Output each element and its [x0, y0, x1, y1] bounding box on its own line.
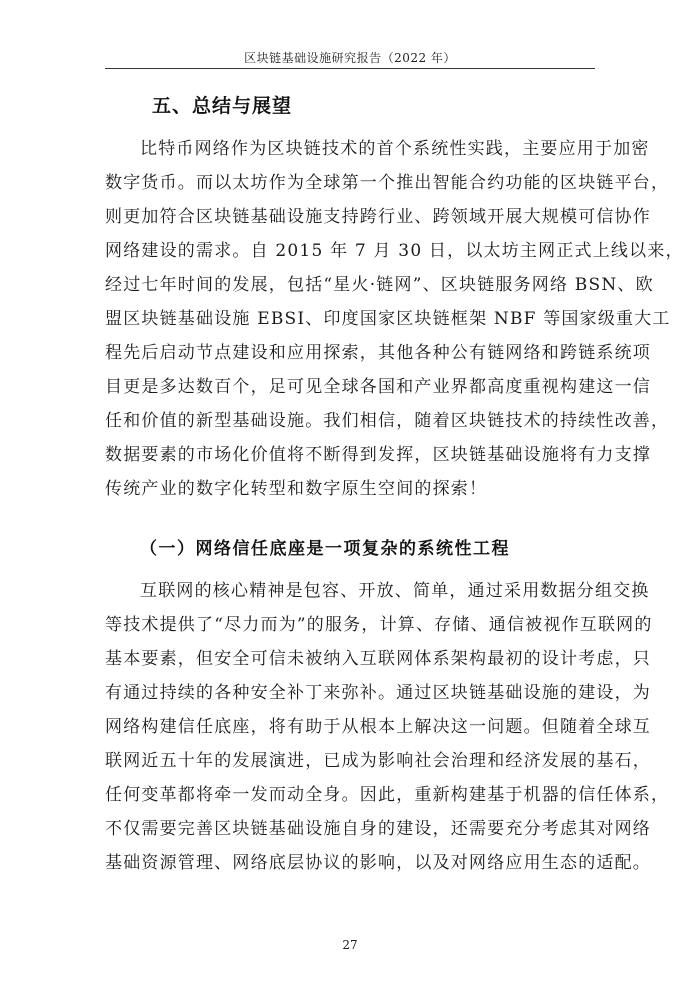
- header-divider: [105, 68, 595, 69]
- paragraph-line: 互联网的核心精神是包容、开放、简单，通过采用数据分组交换: [140, 581, 650, 601]
- paragraph-line: 经过七年时间的发展，包括“星火·链网”、区块链服务网络 BSN、欧: [105, 275, 654, 295]
- running-header: 区块链基础设施研究报告（2022 年）: [244, 51, 456, 65]
- paragraph-line: 联网近五十年的发展演进，已成为影响社会治理和经济发展的基石，: [105, 751, 651, 771]
- paragraph-line: 目更是多达数百个，足可见全球各国和产业界都高度重视构建这一信: [105, 377, 651, 397]
- subsection-paragraph: [105, 574, 670, 880]
- paragraph-line: 网络构建信任底座，将有助于从根本上解决这一问题。但随着全球互: [105, 717, 651, 737]
- section-paragraph: [105, 132, 684, 506]
- paragraph-line: 比特币网络作为区块链技术的首个系统性实践，主要应用于加密: [140, 139, 650, 159]
- paragraph-line: 网络建设的需求。自 2015 年 7 月 30 日，以太坊主网正式上线以来，: [105, 241, 684, 261]
- paragraph-line: 传统产业的数字化转型和数字原生空间的探索！: [105, 479, 488, 499]
- paragraph-line: 基础资源管理、网络底层协议的影响，以及对网络应用生态的适配。: [105, 853, 651, 873]
- page-number: 27: [342, 938, 358, 952]
- paragraph-line: 不仅需要完善区块链基础设施自身的建设，还需要充分考虑其对网络: [105, 819, 651, 839]
- paragraph-line: 则更加符合区块链基础设施支持跨行业、跨领域开展大规模可信协作: [105, 207, 651, 227]
- paragraph-line: 基本要素，但安全可信未被纳入互联网体系架构最初的设计考虑，只: [105, 649, 651, 669]
- paragraph-line: 盟区块链基础设施 EBSI、印度国家区块链框架 NBF 等国家级重大工: [105, 309, 671, 329]
- paragraph-line: 数字货币。而以太坊作为全球第一个推出智能合约功能的区块链平台，: [105, 173, 670, 193]
- paragraph-line: 任何变革都将牵一发而动全身。因此，重新构建基于机器的信任体系，: [105, 785, 670, 805]
- paragraph-line: 等技术提供了“尽力而为”的服务，计算、存储、通信被视作互联网的: [105, 615, 653, 635]
- subsection-title: （一）网络信任底座是一项复杂的系统性工程: [140, 539, 510, 559]
- section-title: 五、总结与展望: [152, 95, 293, 117]
- paragraph-line: 任和价值的新型基础设施。我们相信，随着区块链技术的持续性改善，: [105, 411, 670, 431]
- paragraph-line: 有通过持续的各种安全补丁来弥补。通过区块链基础设施的建设，为: [105, 683, 651, 703]
- paragraph-line: 程先后启动节点建设和应用探索，其他各种公有链网络和跨链系统项: [105, 343, 651, 363]
- paragraph-line: 数据要素的市场化价值将不断得到发挥，区块链基础设施将有力支撑: [105, 445, 651, 465]
